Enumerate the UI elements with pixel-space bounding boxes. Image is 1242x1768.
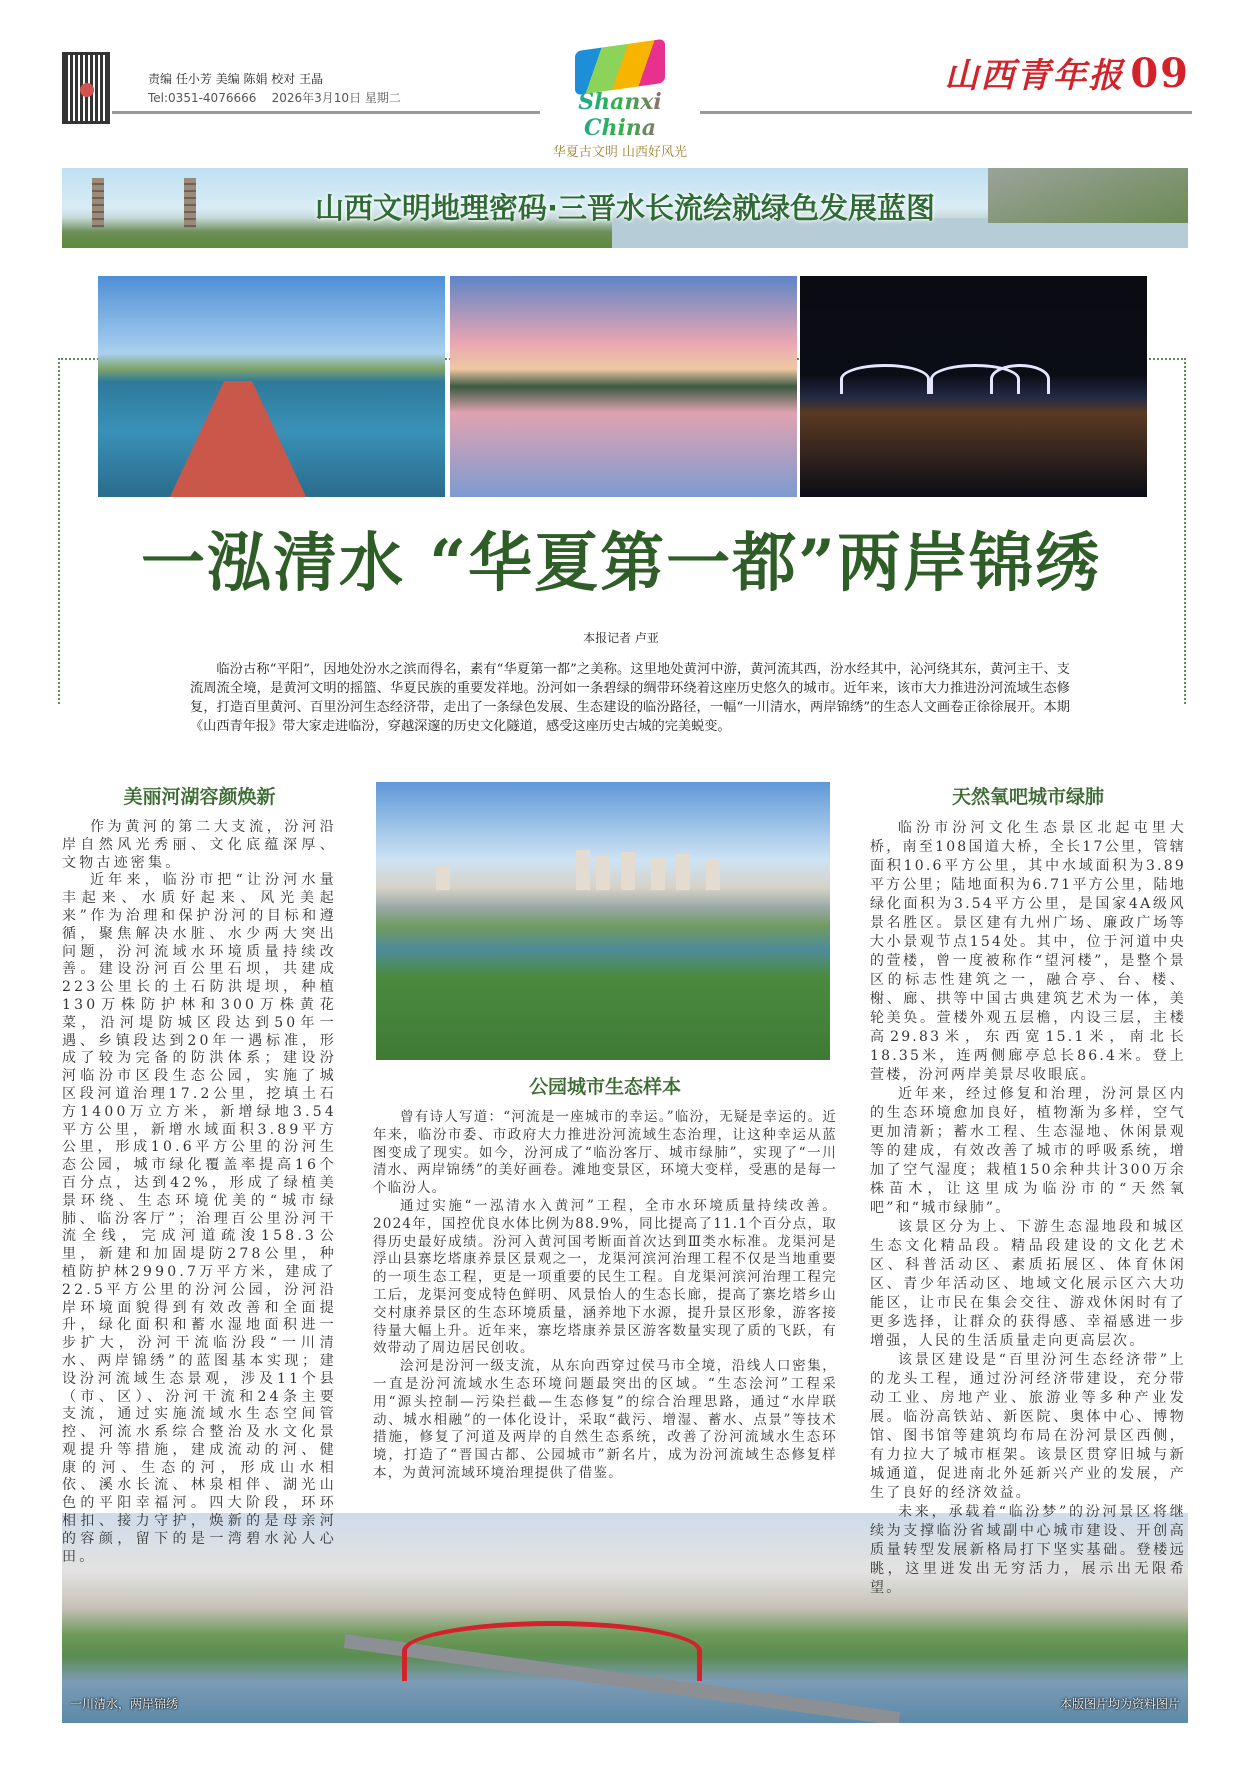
qr-code xyxy=(62,52,110,124)
tel-date-line: Tel:0351-4076666 2026年3月10日 星期二 xyxy=(148,91,401,105)
masthead xyxy=(944,48,1190,97)
column-right xyxy=(870,782,1186,1598)
logo-text: Shanxi China xyxy=(540,89,700,141)
red-arch-bridge xyxy=(402,1621,702,1681)
section-heading: 公园城市生态样本 xyxy=(528,1076,681,1098)
shanxi-china-logo xyxy=(540,45,700,160)
byline: 本报记者 卢亚 xyxy=(583,631,659,645)
photo-caption: 一川清水，两岸锦绣 xyxy=(70,1697,179,1711)
column-left xyxy=(62,782,337,1566)
logo-ribbon-icon xyxy=(575,39,665,96)
masthead-title: 山西青年报 xyxy=(944,56,1125,96)
photo-city-park xyxy=(376,782,830,1060)
section-banner xyxy=(62,168,1188,248)
intro-paragraph: 临汾古称“平阳”，因地处汾水之滨而得名，素有“华夏第一都”之美称。这里地处黄河中游，黄河流其西，汾水经其中，沁河绕其东，黄河主干、支流周流全境，是黄河文明的摇篮、华夏民族的重要发祥地。汾河如一条碧绿的绸带环绕着这座历史悠久的城市。近年来，该市大力推进汾河流域生态修复，打造百里黄河、百里汾河生态经济带，走出了一条绿色发展、生态建设的临汾路径，一幅“一川清水，两岸锦绣”的生态人文画卷正徐徐展开。本期《山西青年报》带大家走进临汾，穿越深邃的历史文化隧道，感受这座历史古城的完美蜕变。 xyxy=(190,662,1070,734)
headline: 一泓清水 “华夏第一都”两岸锦绣 xyxy=(141,526,1101,601)
section-heading: 美丽河湖容颜焕新 xyxy=(123,786,276,808)
photo-credit: 本版图片均为资料图片 xyxy=(1059,1697,1180,1711)
paragraph: 作为黄河的第二大支流，汾河沿岸自然风光秀丽、文化底蕴深厚、文物古迹密集。 xyxy=(62,819,337,871)
column-middle xyxy=(373,1072,837,1483)
paragraph: 近年来，临汾市把“让汾河水量丰起来、水质好起来、风光美起来”作为治理和保护汾河的目标和遵循，聚焦解决水脏、水少两大突出问题，汾河流域水环境质量持续改善。建设汾河百公里石坝，共建成223公里长的土石防洪堤坝，种植130万株防护林和300万株黄花菜，沿河堤防城区段达到50年一遇、乡镇段达到20年一遇标准，形成了较为完备的防洪体系；建设汾河临汾市区段生态公园，实施了城区段河道治理17.2公里，挖填土石方1400万立方米，新增绿地3.54平方公里，新增水域面积3.89平方公里，形成10.6平方公里的汾河生态公园，城市绿化覆盖率提高16个百分点，达到42%，形成了绿植美景环绕、生态环境优美的“城市绿肺、临汾客厅”；治理百公里汾河干流全线，完成河道疏浚158.3公里，新建和加固堤防278公里，种植防护林2990.7万平方米，建成了22.5平方公里的汾河公园，汾河沿岸环境面貌得到有效改善和全面提升，绿化面积和蓄水湿地面积进一步扩大，汾河干流临汾段“一川清水、两岸锦绣”的蓝图基本实现；建设汾河流域生态景观，涉及11个县（市、区）、汾河干流和24条主要支流，通过实施流域水生态空间管控、河流水系综合整治及水文化景观提升等措施，建成流动的河、健康的河、生态的河，形成山水相依、溪水长流、林泉相伴、湖光山色的平阳幸福河。四大阶段，环环相扣、接力守护，焕新的是母亲河的容颜，留下的是一湾碧水沁人心田。 xyxy=(62,872,337,1565)
photo-night-bridge xyxy=(800,276,1147,497)
paragraph: 近年来，经过修复和治理，汾河景区内的生态环境愈加良好，植物渐为多样，空气更加清新；蓄水工程、生态湿地、休闲景观等的建成，有效改善了城市的呼吸系统，增加了空气湿度；栽植150余种共计300万余株苗木，让这里成为临汾市的“天然氧吧”和“城市绿肺”。 xyxy=(870,1086,1186,1216)
banner-title: 山西文明地理密码·三晋水长流绘就绿色发展蓝图 xyxy=(314,191,936,225)
logo-tagline: 华夏古文明 山西好风光 xyxy=(552,145,688,160)
section-heading: 天然氧吧城市绿肺 xyxy=(951,786,1104,808)
paragraph: 该景区分为上、下游生态湿地段和城区生态文化精品段。精品段建设的文化艺术区、科普活动区、素质拓展区、体育休闲区、青少年活动区、地域文化展示区六大功能区，让市民在集会交往、游戏休闲时有了更多选择，让群众的获得感、幸福感进一步增强，人民的生活质量走向更高层次。 xyxy=(870,1219,1186,1349)
paragraph: 通过实施“一泓清水入黄河”工程，全市水环境质量持续改善。2024年，国控优良水体比例为88.9%，同比提高了11.1个百分点，取得历史最好成绩。汾河入黄河国考断面首次达到Ⅲ类水标准。龙渠河是浮山县寨圪塔康养景区景观之一，龙渠河滨河治理工程不仅是当地重要的一项生态工程，更是一项重要的民生工程。自龙渠河滨河治理工程完工后，龙渠河变成特色鲜明、风景怡人的生态长廊，提高了寨圪塔乡山交村康养景区的生态环境质量，涵养地下水源，提升景区形象，游客接待量大幅上升。近年来，寨圪塔康养景区游客数量实现了质的飞跃，有效带动了周边居民创收。 xyxy=(373,1197,837,1357)
paragraph: 该景区建设是“百里汾河生态经济带”上的龙头工程，通过汾河经济带建设，充分带动工业、房地产业、旅游业等多种产业发展。临汾高铁站、新医院、奥体中心、博物馆、图书馆等建筑均布局在汾河景区西侧，有力拉大了城市框架。该景区贯穿旧城与新城通道，促进南北外延新兴产业的发展，产生了良好的经济效益。 xyxy=(870,1352,1186,1501)
page-number: 09 xyxy=(1130,50,1190,97)
paragraph: 浍河是汾河一级支流，从东向西穿过侯马市全境，沿线人口密集，一直是汾河流域水生态环境问题最突出的区域。“生态浍河”工程采用“源头控制—污染拦截—生态修复”的综合治理思路，通过“水岸联动、城水相融”的一体化设计，采取“截污、增湿、蓄水、点景”等技术措施，修复了河道及两岸的自然生态系统，改善了汾河流域水生态环境，打造了“晋国古都、公园城市”新名片，成为汾河流域生态修复样本，为黄河流域环境治理提供了借鉴。 xyxy=(373,1358,837,1481)
editors-line: 责编 任小芳 美编 陈娟 校对 王晶 xyxy=(148,72,324,86)
photo-lake-pier xyxy=(98,276,445,497)
paragraph: 曾有诗人写道：“河流是一座城市的幸运。”临汾，无疑是幸运的。近年来，临汾市委、市政府大力推进汾河流域生态治理，让这种幸运从蓝图变成了现实。如今，汾河成了“临汾客厅、城市绿肺”，实现了“一川清水、两岸锦绣”的美好画卷。滩地变景区，环境大变样，受惠的是每一个临汾人。 xyxy=(373,1109,837,1197)
paragraph: 未来，承载着“临汾梦”的汾河景区将继续为支撑临汾省域副中心城市建设、开创高质量转型发展新格局打下坚实基础。登楼远眺，这里迸发出无穷活力，展示出无限希望。 xyxy=(870,1504,1186,1596)
photo-tower-reflection xyxy=(450,276,797,497)
paragraph: 临汾市汾河文化生态景区北起屯里大桥，南至108国道大桥，全长17公里，管辖面积10.6平方公里，其中水域面积为3.89平方公里；陆地面积为6.71平方公里，陆地绿化面积为3.54平方公里，是国家4A级风景名胜区。景区建有九州广场、廉政广场等大小景观节点154处。其中，位于河道中央的萱楼，曾一度被称作“望河楼”，是整个景区的标志性建筑之一，融合亭、台、楼、榭、廊、拱等中国古典建筑艺术为一体，美轮美奂。萱楼外观五层檐，内设三层，主楼高29.83米，东西宽15.1米，南北长18.35米，连两侧廊亭总长86.4米。登上萱楼，汾河两岸美景尽收眼底。 xyxy=(870,820,1186,1083)
